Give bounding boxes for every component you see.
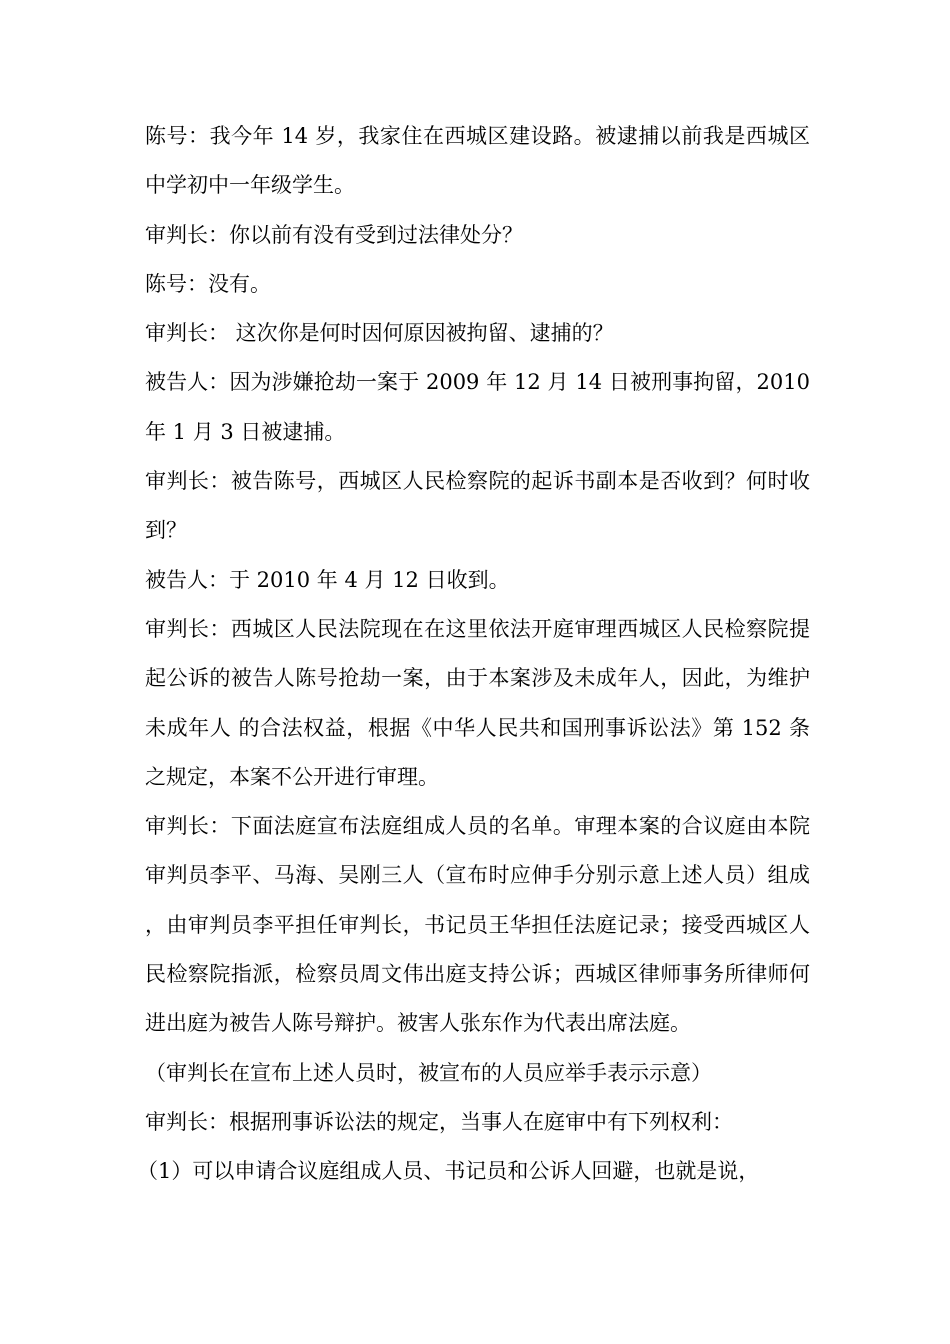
paragraph-defendant-answer-no: 陈号：没有。 <box>145 271 271 296</box>
paragraph-judge-question-record: 审判长：你以前有没有受到过法律处分？ <box>145 222 523 247</box>
paragraph-stage-note: （审判长在宣布上述人员时，被宣布的人员应举手表示示意） <box>145 1060 712 1085</box>
paragraph-defendant-received-date: 被告人：于 2010 年 4 月 12 日收到。 <box>145 567 510 592</box>
paragraph-defendant-intro: 陈号：我今年 14 岁，我家住在西城区建设路。被逮捕以前我是西城区中学初中一年级学生。 <box>145 124 810 198</box>
paragraph-defendant-detention-dates: 被告人：因为涉嫌抢劫一案于 2009 年 12 月 14 日被刑事拘留，2010 年 1 月 3 日被逮捕。 <box>145 370 810 444</box>
paragraph-judge-question-detention: 审判长： 这次你是何时因何原因被拘留、逮捕的？ <box>145 321 614 346</box>
paragraph-judge-rights-intro: 审判长：根据刑事诉讼法的规定，当事人在庭审中有下列权利： <box>145 1109 733 1134</box>
paragraph-judge-question-indictment: 审判长：被告陈号，西城区人民检察院的起诉书副本是否收到？何时收到？ <box>145 469 810 543</box>
paragraph-right-item-1: （1）可以申请合议庭组成人员、书记员和公诉人回避，也就是说， <box>137 1159 760 1184</box>
paragraph-judge-panel-announcement: 审判长：下面法庭宣布法庭组成人员的名单。审理本案的合议庭由本院审判员李平、马海、吴刚三人（宣布时应伸手分别示意上述人员）组成，由审判员李平担任审判长，书记员王华担任法庭记录；接受西城区人民检察院指派，检察员周文伟出庭支持公诉；西城区律师事务所律师何进出庭为被告人陈号辩护。被害人张东作为代表出席法庭。 <box>145 814 810 1036</box>
paragraph-judge-court-opening: 审判长：西城区人民法院现在在这里依法开庭审理西城区人民检察院提起公诉的被告人陈号抢劫一案，由于本案涉及未成年人，因此，为维护未成年人 的合法权益，根据《中华人民共和国刑事诉讼法》第 152 条之规定，本案不公开进行审理。 <box>145 616 810 789</box>
transcript-body <box>137 112 810 1197</box>
